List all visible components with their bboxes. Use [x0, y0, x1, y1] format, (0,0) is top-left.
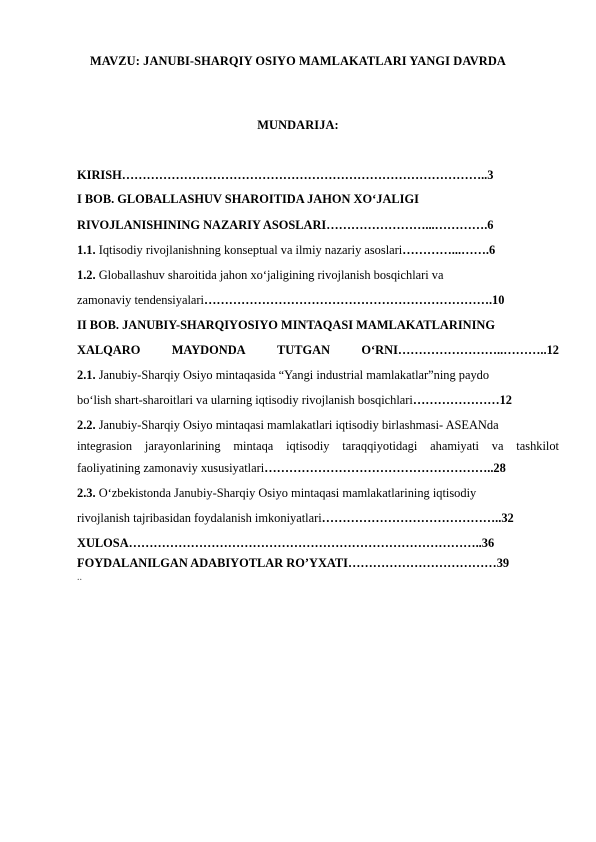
contents-heading: MUNDARIJA: [257, 118, 339, 132]
section-title: zamonaviy tendensiyalari [77, 293, 204, 307]
toc-section-2-1-line-1 [77, 367, 559, 383]
section-title: faoliyatining zamonaviy xususiyatlari [77, 461, 265, 475]
toc-references: FOYDALANILGAN ADABIYOTLAR RO’YXATI………………………………39 [77, 556, 510, 570]
chapter-word: XALQARO [77, 343, 141, 357]
toc-section-2-2-line-3 [77, 460, 559, 476]
section-title: bo‘lish shart-sharoitlari va ularning iqtisodiy rivojlanish bosqichlari [77, 393, 413, 407]
section-title: Janubiy-Sharqiy Osiyo mintaqasida “Yangi industrial mamlakatlar”ning paydo [95, 368, 490, 382]
toc-section-2-2-line-1 [77, 417, 559, 433]
toc-section-2-2-line-2: integrasion jarayonlarining mintaqa iqtisodiy taraqqiyotidagi ahamiyati va tashkilot [77, 439, 559, 453]
trailing-mark: .. [77, 572, 82, 583]
toc-section-2-3-line-2 [77, 510, 559, 526]
section-title: Globallashuv sharoitida jahon xo‘jaligining rivojlanish bosqichlari va [95, 268, 444, 282]
section-title: Iqtisodiy rivojlanishning konseptual va ilmiy nazariy asoslari [95, 243, 403, 257]
section-leader: …………...…….6 [402, 243, 496, 257]
chapter-word: TUTGAN [277, 343, 331, 357]
toc-intro: KIRISH……………………………………………………………………………..3 [77, 168, 494, 182]
toc-section-1-2-line-1 [77, 267, 559, 283]
toc-section-1-1 [77, 242, 559, 258]
toc-chapter-1-line-1: I BOB. GLOBALLASHUV SHAROITIDA JAHON XO‘JALIGI [77, 192, 419, 206]
toc-chapter-1-line-2: RIVOJLANISHINING NAZARIY ASOSLARI……………………...………….6 [77, 218, 494, 232]
section-number: 2.2. [77, 418, 96, 432]
section-leader: …………………12 [412, 393, 512, 407]
section-title: Janubiy-Sharqiy Osiyo mintaqasi mamlakatlari iqtisodiy birlashmasi- ASEANda [95, 418, 499, 432]
toc-chapter-2-line-1: II BOB. JANUBIY-SHARQIYOSIYO MINTAQASI MAMLAKATLARINING [77, 318, 496, 332]
chapter-word: O‘RNI……………………..………..12 [361, 343, 559, 357]
section-leader: ………………………………………………..28 [264, 461, 506, 475]
section-number: 1.2. [77, 268, 96, 282]
toc-section-1-2-line-2 [77, 292, 559, 308]
toc-conclusion: XULOSA…………………………………………………………………………..36 [77, 536, 495, 550]
section-number: 1.1. [77, 243, 96, 257]
section-leader: …………………………………………………………….10 [203, 293, 505, 307]
toc-section-2-3-line-1 [77, 485, 559, 501]
toc-section-2-1-line-2 [77, 392, 559, 408]
section-title: O‘zbekistonda Janubiy-Sharqiy Osiyo mintaqasi mamlakatlarining iqtisodiy [95, 486, 477, 500]
section-title: rivojlanish tajribasidan foydalanish imkoniyatlari [77, 511, 322, 525]
section-number: 2.1. [77, 368, 96, 382]
section-leader: ……………………………………..32 [321, 511, 514, 525]
topic-heading: MAVZU: JANUBI-SHARQIY OSIYO MAMLAKATLARI YANGI DAVRDA [90, 54, 506, 68]
toc-chapter-2-line-2 [77, 342, 559, 358]
chapter-word: MAYDONDA [171, 343, 246, 357]
section-number: 2.3. [77, 486, 96, 500]
